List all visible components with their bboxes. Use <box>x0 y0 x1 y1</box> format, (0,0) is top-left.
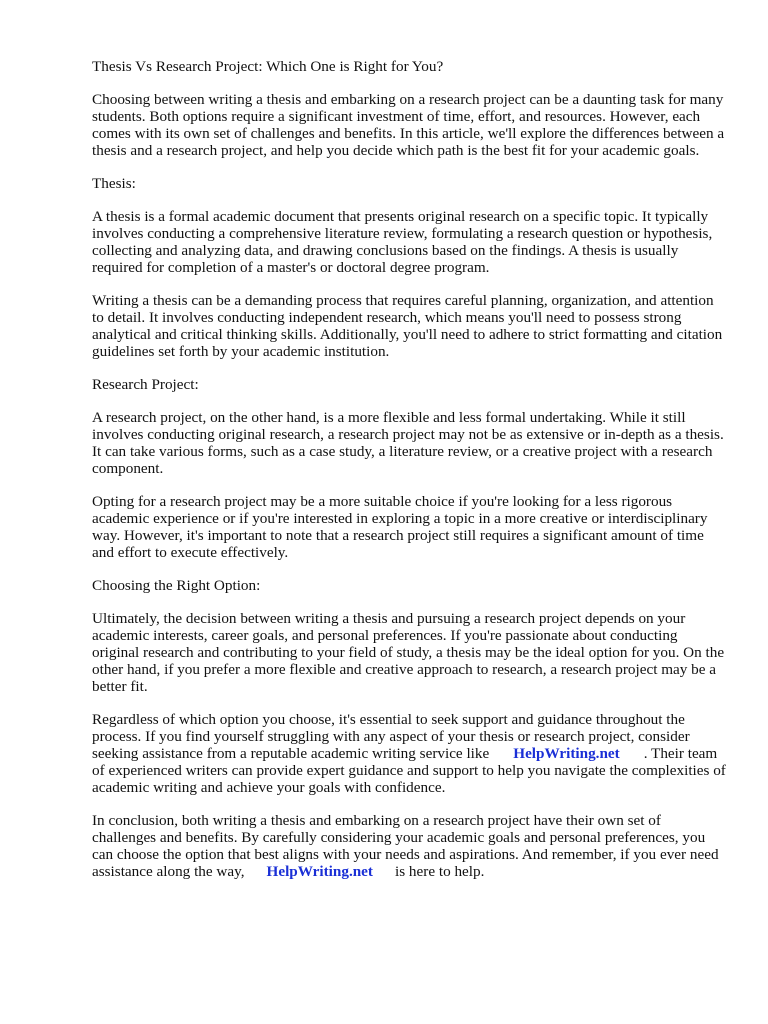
conclusion-text-before: In conclusion, both writing a thesis and embarking on a research project have their own set of challenges and benefits. By carefully considering your academic goals and personal preferences, you can choose the option that best aligns with your needs and aspirations. And remember, if you ever need assistance along the way, <box>92 812 719 880</box>
helpwriting-link-conclusion[interactable]: HelpWriting.net <box>266 863 373 880</box>
choosing-p2-text-before: Regardless of which option you choose, it's essential to seek support and guidance throughout the process. If you find yourself struggling with any aspect of your thesis or research project, consider seeking assistance from a reputable academic writing service like <box>92 711 690 762</box>
choosing-heading: Choosing the Right Option: <box>92 577 261 594</box>
research-paragraph-1: A research project, on the other hand, is a more flexible and less formal undertaking. While it still involves conducting original research, a research project may not be as extensive or in-depth as a thesis. It can take various forms, such as a case study, a literature review, or a creative project with a research component. <box>92 409 724 477</box>
choosing-p2-text-after: . Their team of experienced writers can provide expert guidance and support to help you navigate the complexities of academic writing and achieve your goals with confidence. <box>92 745 726 796</box>
research-project-heading: Research Project: <box>92 376 199 393</box>
conclusion-text-after: is here to help. <box>395 863 485 880</box>
document-title: Thesis Vs Research Project: Which One is Right for You? <box>92 58 444 75</box>
research-paragraph-2: Opting for a research project may be a more suitable choice if you're looking for a less rigorous academic experience or if you're interested in exploring a topic in a more creative or interdisciplinary way. However, it's important to note that a research project still requires a significant amount of time and effort to execute effectively. <box>92 493 708 561</box>
thesis-paragraph-2: Writing a thesis can be a demanding process that requires careful planning, organization, and attention to detail. It involves conducting independent research, which means you'll need to possess strong analytical and critical thinking skills. Additionally, you'll need to adhere to strict formatting and citation guidelines set forth by your academic institution. <box>92 292 723 360</box>
thesis-paragraph-1: A thesis is a formal academic document that presents original research on a specific topic. It typically involves conducting a comprehensive literature review, formulating a research question or hypothesis, collecting and analyzing data, and drawing conclusions based on the findings. A thesis is usually required for completion of a master's or doctoral degree program. <box>92 208 713 276</box>
choosing-paragraph-2 <box>92 711 728 796</box>
choosing-paragraph-1: Ultimately, the decision between writing a thesis and pursuing a research project depends on your academic interests, career goals, and personal preferences. If you're passionate about conducting original research and contributing to your field of study, a thesis may be the ideal option for you. On the other hand, if you prefer a more flexible and creative approach to research, a research project may be a better fit. <box>92 610 725 695</box>
document-page <box>92 58 728 896</box>
helpwriting-link[interactable]: HelpWriting.net <box>513 745 620 762</box>
conclusion-paragraph <box>92 812 728 880</box>
thesis-heading: Thesis: <box>92 175 136 192</box>
intro-paragraph: Choosing between writing a thesis and embarking on a research project can be a daunting task for many students. Both options require a significant investment of time, effort, and resources. However, each comes with its own set of challenges and benefits. In this article, we'll explore the differences between a thesis and a research project, and help you decide which path is the best fit for your academic goals. <box>92 91 725 159</box>
